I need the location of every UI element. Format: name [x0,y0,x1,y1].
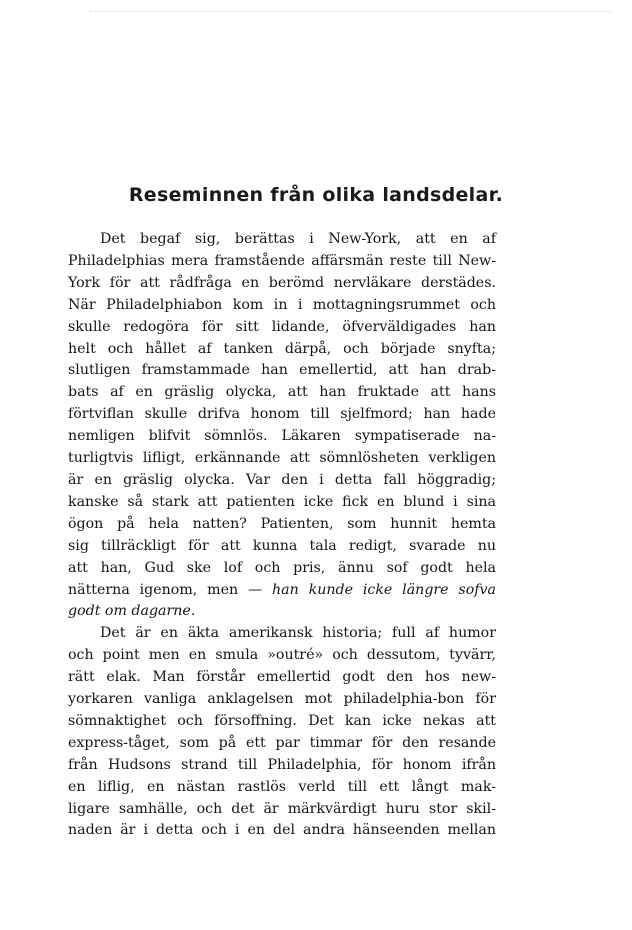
text-line [68,623,496,645]
text-run: kanske så stark att patienten icke fick en blund i sina [68,493,496,510]
text-line [68,382,496,404]
text-line [68,799,496,821]
text-run: Det begaf sig, berättas i New-York, att en af [100,231,496,247]
text-run: sömnaktighet och försoffning. Det kan icke nekas att [68,712,496,729]
text-line [68,339,496,361]
text-line [68,426,496,448]
text-run: nätterna igenom, men — [68,581,273,598]
paragraph-1 [68,229,496,623]
text-run: ögon på hela natten? Patienten, som hunnit hemta [68,515,496,532]
text-run: York för att rådfråga en berömd nervläkare derstädes. [68,274,496,291]
text-run: När Philadelphiabon kom in i mottagningsrummet och [68,296,496,313]
text-line [68,689,496,711]
text-line [68,251,496,273]
text-line [68,536,496,558]
text-run: slutligen framstammade han emellertid, att han drab- [68,362,496,379]
text-line [68,733,496,755]
text-run: skulle redogöra för sitt lidande, öfverväldigades han [68,318,496,335]
text-run: naden är i detta och i en del andra hänseenden mellan [68,822,496,839]
text-run: förtviflan skulle drifva honom till sjelfmord; han hade [68,406,496,423]
text-run: och point men en smula »outré» och dessutom, tyvärr, [68,647,496,664]
body-text [68,229,496,842]
text-run: Philadelphias mera framstående affärsmän reste till New- [68,252,496,269]
text-line [68,580,496,602]
text-run: bats af en gräslig olycka, att han fruktade att hans [68,384,496,401]
text-run: turligtvis lifligt, erkännande att sömnlösheten verkligen [68,450,496,467]
text-run: att han, Gud ske lof och pris, ännu sof godt hela [68,559,496,576]
text-line [68,755,496,777]
text-line [68,229,496,251]
text-run: yorkaren vanliga anklagelsen mot philadelphia-bon för [68,691,496,708]
italic-text-run: godt om dagarne. [68,603,196,620]
text-line [68,360,496,382]
text-line [68,514,496,536]
scan-edge-rule [90,11,612,12]
text-run: från Hudsons strand till Philadelphia, för honom ifrån [68,756,496,773]
text-run: nemligen blifvit sömnlös. Läkaren sympatiserade na- [68,428,496,445]
chapter-title: Reseminnen från olika landsdelar. [128,184,504,206]
paragraph-2 [68,623,496,842]
text-run: ligare samhälle, och det är märkvärdigt huru stor skil- [68,800,496,817]
text-line [68,404,496,426]
text-run: rätt elak. Man förstår emellertid godt den hos new- [68,669,496,686]
text-run: sig tillräckligt för att kunna tala redigt, svarade nu [68,537,496,554]
text-line [68,601,496,623]
text-line [68,667,496,689]
text-line [68,492,496,514]
text-line [68,820,496,842]
text-run: helt och hållet af tanken därpå, och började snyfta; [68,340,496,357]
text-line [68,777,496,799]
text-run: är en gräslig olycka. Var den i detta fall höggradig; [68,471,496,488]
text-line [68,645,496,667]
text-line [68,711,496,733]
italic-text-run: han kunde icke längre sofva [272,581,496,598]
text-line [68,317,496,339]
text-line [68,558,496,580]
text-line [68,470,496,492]
text-line [68,448,496,470]
text-run: Det är en äkta amerikansk historia; full af humor [100,625,496,642]
text-run: express-tåget, som på ett par timmar för den resande [68,734,496,751]
text-line [68,295,496,317]
text-run: en liflig, en nästan rastlös verld till ett långt mak- [68,778,496,795]
text-line [68,273,496,295]
